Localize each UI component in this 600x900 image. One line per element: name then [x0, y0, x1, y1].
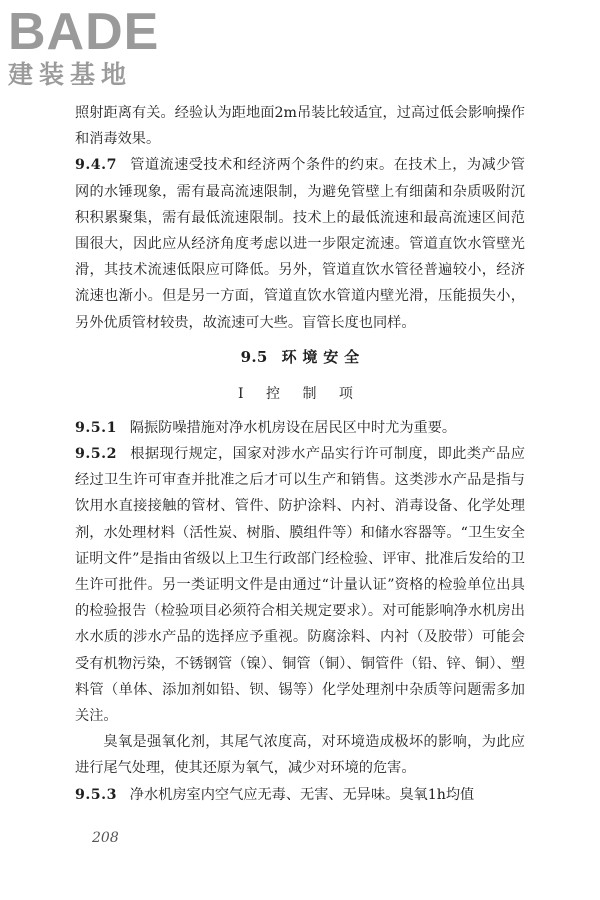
paragraph-ozone: 臭氧是强氧化剂，其尾气浓度高，对环境造成极坏的影响，为此应进行尾气处理，使其还原为氧气，减少对环境的危害。: [75, 734, 525, 777]
logo-subtitle: 建装基地: [8, 60, 133, 89]
clause-number: 9.5.2: [75, 446, 117, 463]
clause-9-4-7: [75, 152, 525, 335]
clause-9-5-1: [75, 415, 525, 441]
clause-text: 管道流速受技术和经济两个条件的约束。在技术上，为减少管网的水锤现象，需有最高流速限制，为避免管壁上有细菌和杂质吸附沉积积累聚集，需有最低流速限制。技术上的最低流速和最高流速区间范围很大，因此应从经济角度考虑以进一步限定流速。管道直饮水管壁光滑，其技术流速低限应可降低。另外，管道直饮水管径普遍较小，经济流速也渐小。但是另一方面，管道直饮水管道内壁光滑，压能损失小，另外优质管材较贵，故流速可大些。盲管长度也同样。: [75, 157, 525, 331]
subsection-heading: Ⅰ 控 制 项: [238, 385, 362, 402]
clause-9-5-3: [75, 782, 525, 808]
clause-9-5-2: [75, 441, 525, 729]
clause-number: 9.5.1: [75, 419, 117, 436]
section-number: 9.5: [240, 347, 268, 366]
clause-text: 根据现行规定，国家对涉水产品实行许可制度，即此类产品应经过卫生许可审查并批准之后才可以生产和销售。这类涉水产品是指与饮用水直接接触的管材、管件、防护涂料、内衬、消毒设备、化学处理剂，水处理材料（活性炭、树脂、膜组件等）和储水容器等。“卫生安全证明文件”是指由省级以上卫生行政部门经检验、评审、批准后发给的卫生许可批件。另一类证明文件是由通过“计量认证”资格的检验单位出具的检验报告（检验项目必须符合相关规定要求）。对可能影响净水机房出水水质的涉水产品的选择应予重视。防腐涂料、内衬（及胶带）可能会受有机物污染，不锈钢管（镍）、铜管（铜）、铜管件（铅、锌、铜）、塑料管（单体、添加剂如铅、钡、锡等）化学处理剂中杂质等问题需多加关注。: [75, 446, 525, 725]
clause-text: 隔振防噪措施对净水机房设在居民区中时尤为重要。: [129, 419, 457, 436]
clause-text: 净水机房室内空气应无毒、无害、无异味。臭氧1h均值: [129, 786, 475, 803]
page-number: 208: [92, 830, 119, 846]
section-title: 环 境 安 全: [281, 347, 360, 366]
section-heading: [75, 346, 525, 367]
clause-number: 9.4.7: [75, 157, 117, 174]
logo-wordmark: BADE: [8, 3, 160, 61]
logo: [8, 3, 208, 90]
clause-number: 9.5.3: [75, 786, 117, 803]
page-body: [75, 100, 525, 808]
paragraph-intro: 照射距离有关。经验认为距地面2m吊装比较适宜，过高过低会影响操作和消毒效果。: [75, 105, 525, 148]
